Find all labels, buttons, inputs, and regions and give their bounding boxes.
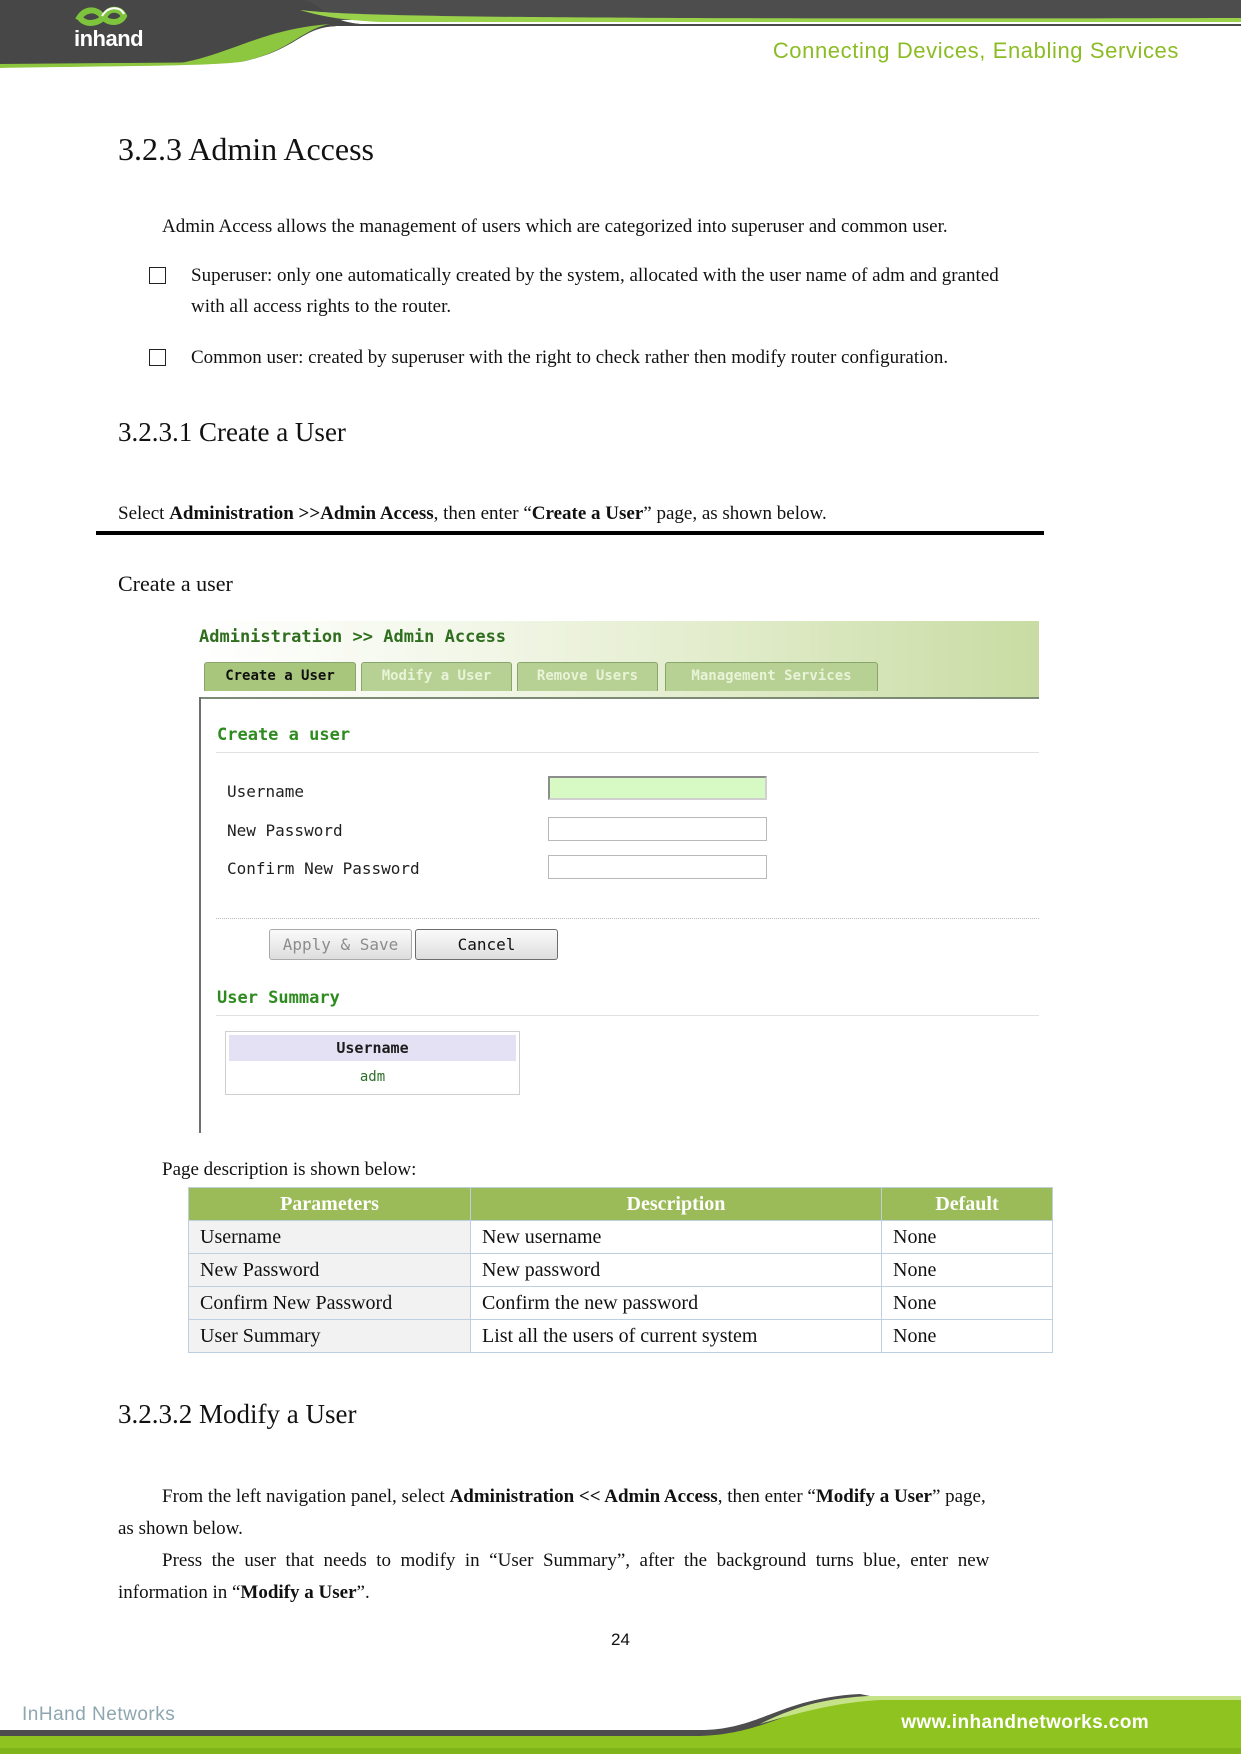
header-tagline: Connecting Devices, Enabling Services [772,38,1179,63]
figure-caption: Create a user [118,571,233,596]
instruction-text: , then enter “ [433,503,532,524]
cancel-button[interactable]: Cancel [415,929,558,960]
new-password-label: New Password [227,821,343,840]
tab-remove-users[interactable]: Remove Users [517,662,658,691]
create-instruction [118,498,827,529]
footer-company: InHand Networks [22,1704,176,1725]
table-header-cell: Parameters [189,1188,471,1221]
paragraph-text: ”. [356,1582,370,1603]
logo-wordmark: inhand [74,26,144,51]
page-number: 24 [611,1630,630,1649]
subsection-title-modify: 3.2.3.2 Modify a User [118,1399,357,1429]
tab-underline [199,697,1039,699]
table-cell: New password [471,1254,882,1287]
username-input[interactable] [548,776,767,800]
table-cell: New username [471,1221,882,1254]
paragraph-menu-path: Administration << Admin Access [449,1486,718,1507]
paragraph-text: From the left navigation panel, select [162,1486,450,1507]
bullet-box-icon [149,349,166,366]
table-intro: Page description is shown below: [162,1159,417,1180]
create-user-screenshot [199,621,1039,1133]
table-row [189,1287,1053,1320]
page-header [0,0,1241,70]
paragraph-text: , then enter “ [717,1486,816,1507]
table-header-cell: Description [471,1188,882,1221]
paragraph-text: ” page, [931,1486,986,1507]
new-password-input[interactable] [548,817,767,841]
form-title-rule [216,752,1039,753]
instruction-menu-path: Administration >>Admin Access [169,503,434,524]
modify-paragraph-line1 [162,1481,1122,1512]
table-cell: User Summary [189,1320,471,1353]
table-cell: None [882,1254,1053,1287]
summary-column-header: Username [229,1035,516,1061]
bullet-superuser-line2: with all access rights to the router. [191,296,452,317]
paragraph-page-name: Modify a User [815,1486,932,1507]
table-cell: None [882,1320,1053,1353]
modify-paragraph-line2: as shown below. [118,1518,243,1539]
confirm-password-input[interactable] [548,855,767,879]
parameters-table [188,1187,1053,1353]
subsection-title-create: 3.2.3.1 Create a User [118,417,346,447]
instruction-page-name: Create a User [531,503,644,524]
section-title: 3.2.3 Admin Access [118,131,374,167]
press-paragraph-line1: Press the user that needs to modify in “User Summary”, after the background turns blue, enter new [162,1550,990,1571]
table-cell: List all the users of current system [471,1320,882,1353]
bullet-box-icon [149,267,166,284]
user-summary-title: User Summary [217,988,340,1008]
table-cell: Username [189,1221,471,1254]
confirm-password-label: Confirm New Password [227,859,420,878]
form-title: Create a user [217,725,351,745]
tab-management-services[interactable]: Management Services [665,662,878,691]
table-cell: None [882,1287,1053,1320]
table-header-cell: Default [882,1188,1053,1221]
paragraph-page-name: Modify a User [240,1582,357,1603]
bullet-common-user: Common user: created by superuser with the right to check rather then modify router configuration. [191,347,949,368]
divider-rule [96,531,1044,535]
press-paragraph-line2 [118,1577,370,1608]
tab-create-user[interactable]: Create a User [204,662,356,691]
username-label: Username [227,782,305,801]
form-divider [216,918,1039,919]
table-row [189,1221,1053,1254]
summary-title-rule [216,1015,1039,1016]
bullet-superuser-line1: Superuser: only one automatically created by the system, allocated with the user name of adm and granted [191,265,999,286]
table-row [189,1254,1053,1287]
table-header-row [189,1188,1053,1221]
tab-modify-user[interactable]: Modify a User [361,662,512,691]
table-row [189,1320,1053,1353]
instruction-text: Select [118,503,170,524]
table-cell: None [882,1221,1053,1254]
table-cell: New Password [189,1254,471,1287]
table-cell: Confirm the new password [471,1287,882,1320]
screenshot-breadcrumb: Administration >> Admin Access [199,627,507,647]
panel-border [199,697,201,1133]
section-intro: Admin Access allows the management of users which are categorized into superuser and common user. [162,216,948,237]
apply-save-button[interactable]: Apply & Save [269,929,412,960]
instruction-text: ” page, as shown below. [643,503,827,524]
user-summary-table [225,1031,520,1095]
table-cell: Confirm New Password [189,1287,471,1320]
summary-row-adm[interactable]: adm [359,1069,386,1085]
paragraph-text: information in “ [118,1582,241,1603]
footer-website-link[interactable]: www.inhandnetworks.com [901,1712,1149,1733]
